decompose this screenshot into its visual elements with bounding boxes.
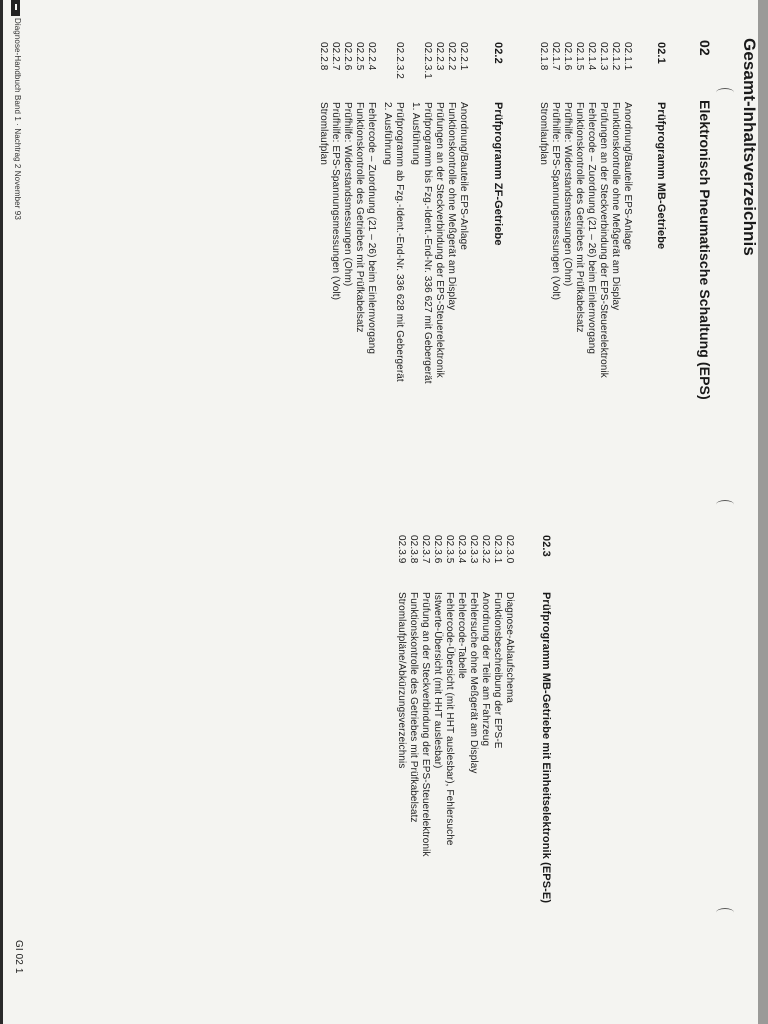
toc-number: 02.1.3 (598, 42, 609, 71)
section-number: 02.2 (492, 42, 504, 64)
toc-number: 02.3.2 (480, 535, 491, 564)
toc-number: 02.1.8 (538, 42, 549, 71)
toc-number: 02.2.3 (434, 42, 445, 71)
toc-entry: Fehlercode-Tabelle (456, 592, 467, 679)
toc-number: 02.2.6 (342, 42, 353, 71)
toc-number: 02.1.7 (550, 42, 561, 71)
toc-entry: Prüfhilfe: Widerstandsmessungen (Ohm) (342, 102, 353, 287)
toc-entry: Anordnung/Bauteile EPS-Anlage (458, 102, 469, 251)
section-title: Prüfprogramm MB-Getriebe mit Einheitselektronik (EPS-E) (540, 592, 552, 904)
toc-entry: Anordnung/Bauteile EPS-Anlage (622, 102, 633, 251)
toc-number: 02.2.5 (354, 42, 365, 71)
toc-entry: Fehlersuche ohne Meßgerät am Display (468, 592, 479, 774)
toc-entry: Prüfungen an der Steckverbindung der EPS-Steuerelektronik (434, 102, 445, 378)
toc-number: 02.3.0 (504, 535, 515, 564)
page-footer: Diagnose-Handbuch Band 1 · Nachtrag 2 November 93 (13, 18, 22, 220)
toc-entry: Funktionsbeschreibung der EPS-E (492, 592, 503, 749)
toc-entry: Stromlaufplan (318, 102, 329, 165)
toc-number: 02.3.7 (420, 535, 431, 564)
chapter-number: 02 (697, 40, 713, 56)
section-number: 02.1 (655, 42, 667, 64)
toc-number: 02.3.8 (408, 535, 419, 564)
publisher-logo (11, 0, 20, 16)
toc-entry: Prüfhilfe: EPS-Spannungsmessungen (Volt) (550, 102, 561, 300)
toc-entry: Anordnung der Teile am Fahrzeug (480, 592, 491, 747)
toc-number: 02.1.4 (586, 42, 597, 71)
toc-number: 02.3.5 (444, 535, 455, 564)
toc-entry: Stromlaufplan (538, 102, 549, 165)
toc-number: 02.3.3 (468, 535, 479, 564)
toc-entry: Fehlercode – Zuordnung (21 – 26) beim Einlernvorgang (366, 102, 377, 355)
section-title: Prüfprogramm MB-Getriebe (655, 102, 667, 250)
toc-number: 02.2.1 (458, 42, 469, 71)
toc-number: 02.3.6 (432, 535, 443, 564)
section-number: 02.3 (540, 535, 552, 557)
toc-number: 02.2.8 (318, 42, 329, 71)
toc-entry: Prüfungen an der Steckverbindung der EPS-Steuerelektronik (598, 102, 609, 378)
toc-entry: Prüfung an der Steckverbindung der EPS-Steuerelektronik (420, 592, 431, 857)
toc-number: 02.1.5 (574, 42, 585, 71)
toc-number: 02.2.7 (330, 42, 341, 71)
toc-entry: Fehlercode-Übersicht (mit HHT auslesbar), Fehlersuche (444, 592, 455, 846)
toc-entry: 1. Ausführung (410, 102, 421, 166)
toc-entry: Funktionskontrolle des Getriebes mit Prüfkabelsatz (354, 102, 365, 333)
toc-entry: Diagnose-Ablaufschema (504, 592, 515, 704)
chapter-title: Elektronisch Pneumatische Schaltung (EPS) (697, 100, 713, 400)
section-title: Prüfprogramm ZF-Getriebe (492, 102, 504, 246)
toc-entry: Stromlaufpläne/Abkürzungsverzeichnis (396, 592, 407, 769)
toc-number: 02.3.9 (396, 535, 407, 564)
toc-entry: Prüfhilfe: Widerstandsmessungen (Ohm) (562, 102, 573, 287)
toc-number: 02.1.6 (562, 42, 573, 71)
toc-entry: Funktionskontrolle ohne Meßgerät am Display (610, 102, 621, 311)
toc-entry: 2. Ausführung (382, 102, 393, 166)
toc-entry: Istwerte-Übersicht (mit HHT auslesbar) (432, 592, 443, 769)
toc-number: 02.2.2 (446, 42, 457, 71)
toc-number: 02.2.3.2 (394, 42, 405, 79)
toc-number: 02.1.1 (622, 42, 633, 71)
toc-number: 02.1.2 (610, 42, 621, 71)
toc-entry: Funktionskontrolle des Getriebes mit Prüfkabelsatz (408, 592, 419, 823)
toc-number: 02.3.1 (492, 535, 503, 564)
toc-entry: Fehlercode – Zuordnung (21 – 26) beim Einlernvorgang (586, 102, 597, 355)
page-number: GI 02 1 (13, 940, 24, 974)
toc-entry: Funktionskontrolle des Getriebes mit Prüfkabelsatz (574, 102, 585, 333)
toc-entry: Funktionskontrolle ohne Meßgerät am Display (446, 102, 457, 311)
toc-number: 02.2.3.1 (422, 42, 433, 79)
toc-entry: Prüfprogramm bis Fzg.-Ident.-End-Nr. 336 627 mit Gebergerät (422, 102, 433, 384)
toc-number: 02.3.4 (456, 535, 467, 564)
toc-number: 02.2.4 (366, 42, 377, 71)
toc-entry: Prüfprogramm ab Fzg.-Ident.-End-Nr. 336 628 mit Gebergerät (394, 102, 405, 382)
page-title: Gesamt-Inhaltsverzeichnis (740, 38, 759, 256)
toc-entry: Prüfhilfe: EPS-Spannungsmessungen (Volt) (330, 102, 341, 300)
